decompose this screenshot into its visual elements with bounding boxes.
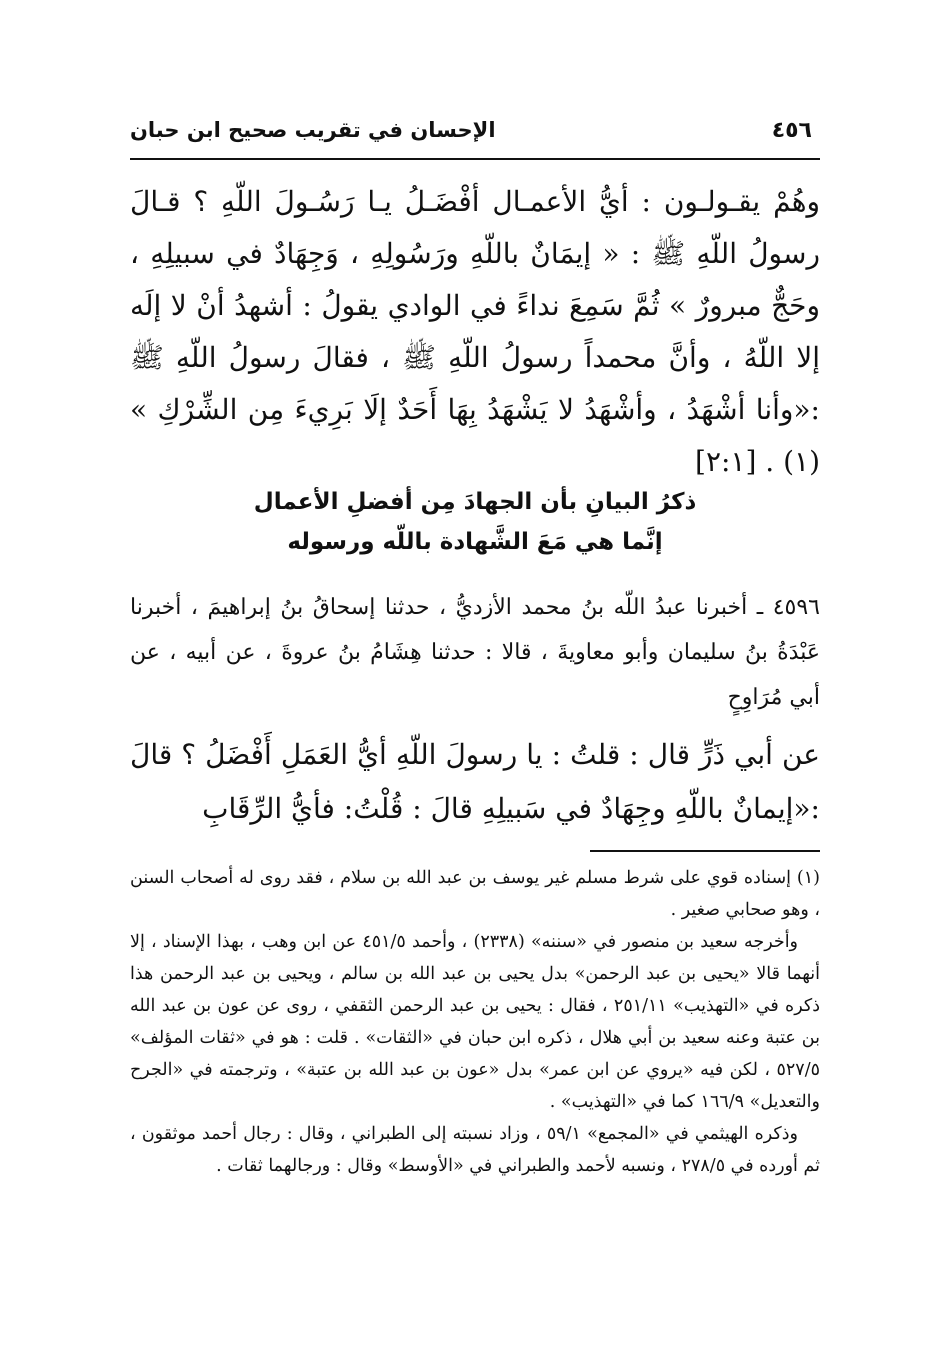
footnotes (130, 862, 820, 1182)
page-header (130, 114, 820, 156)
footnote-1: (١) إسناده قوي على شرط مسلم غير يوسف بن عبد الله بن سلام ، فقد روى له أصحاب السنن ، وهو صحابي صغير . (130, 868, 820, 920)
section-heading-line-2: إنَّما هي مَعَ الشَّهادة باللّه ورسوله (287, 529, 663, 555)
footnote-paragraph: وذكره الهيثمي في «المجمع» ٥٩/١ ، وزاد نسبته إلى الطبراني ، وقال : رجال أحمد موثقون ، ثم أورده في ٢٧٨/٥ ، ونسبه لأحمد والطبراني في «الأوسط» وقال : ورجالهما ثقات . (130, 1124, 820, 1176)
running-title: الإحسان في تقريب صحيح ابن حبان (130, 118, 496, 142)
section-heading (130, 482, 820, 562)
footnote-paragraph: وأخرجه سعيد بن منصور في «سننه» (٢٣٣٨) ، وأحمد ٤٥١/٥ عن ابن وهب ، بهذا الإسناد ، إلا أنهما قالا «يحيى بن عبد الرحمن» بدل يحيى بن عبد الله بن سالم ، ويحيى بن عبد الرحمن هذا ذكره في «التهذيب» ٢٥١/١١ ، فقال : يحيى بن عبد الرحمن الثقفي ، روى عن عون بن عبد الله بن عتبة وعنه سعيد بن أبي هلال ، ذكره ابن حبان في «الثقات» . قلت : هو في «ثقات المؤلف» ٥٢٧/٥ ، لكن فيه «يروي عن ابن عمر» بدل «عون بن عبد الله بن عتبة» ، وترجمته في «الجرح والتعديل» ١٦٦/٩ كما في «التهذيب» . (130, 932, 820, 1112)
hadith-text: عن أبي ذَرٍّ قال : قلتُ : يا رسولَ اللّهِ أيُّ العَمَلِ أَفْضَلُ ؟ قالَ :«إيمانٌ باللّهِ وجِهَادٌ في سَبيلِهِ قالَ : قُلْتُ: فأيُّ الرِّقَابِ (130, 738, 820, 825)
page-number: ٤٥٦ (771, 118, 812, 143)
main-hadith-text: وهُمْ يقـولـون : أيُّ الأعمـال أفْضَـلُ يـا رَسُـولَ اللّهِ ؟ قـالَ رسولُ اللّهِ ﷺ : « إيمَانٌ باللّهِ ورَسُولِهِ ، وَجِهَادٌ في سبيلِهِ ، وحَجٌّ مبرورٌ » ثُمَّ سَمِعَ نداءً في الوادي يقولُ : أشهدُ أنْ لا إلَه إلا اللّهُ ، وأنَّ محمداً رسولُ اللّهِ ﷺ ، فقالَ رسولُ اللّهِ ﷺ :«وأنا أشْهَدُ ، وأشْهَدُ لا يَشْهَدُ بِهَا أَحَدٌ إلَا بَرِيءَ مِن الشِّرْكِ » (١) . [٢:١] (130, 185, 820, 478)
section-heading-line-1: ذكرُ البيانِ بأن الجهادَ مِن أفضلِ الأعمال (253, 489, 697, 515)
chain-of-narration: ٤٥٩٦ ـ أخبرنا عبدُ اللّه بنُ محمد الأزديُّ ، حدثنا إسحاقُ بنُ إبراهيمَ ، أخبرنا عَبْدَةُ بنُ سليمان وأبو معاويةَ ، قالا : حدثنا هِشَامُ بنُ عروةَ ، عن أبيه ، عن أبي مُرَاوِحٍ (130, 595, 820, 710)
footnote-rule (590, 850, 820, 852)
header-rule (130, 158, 820, 160)
